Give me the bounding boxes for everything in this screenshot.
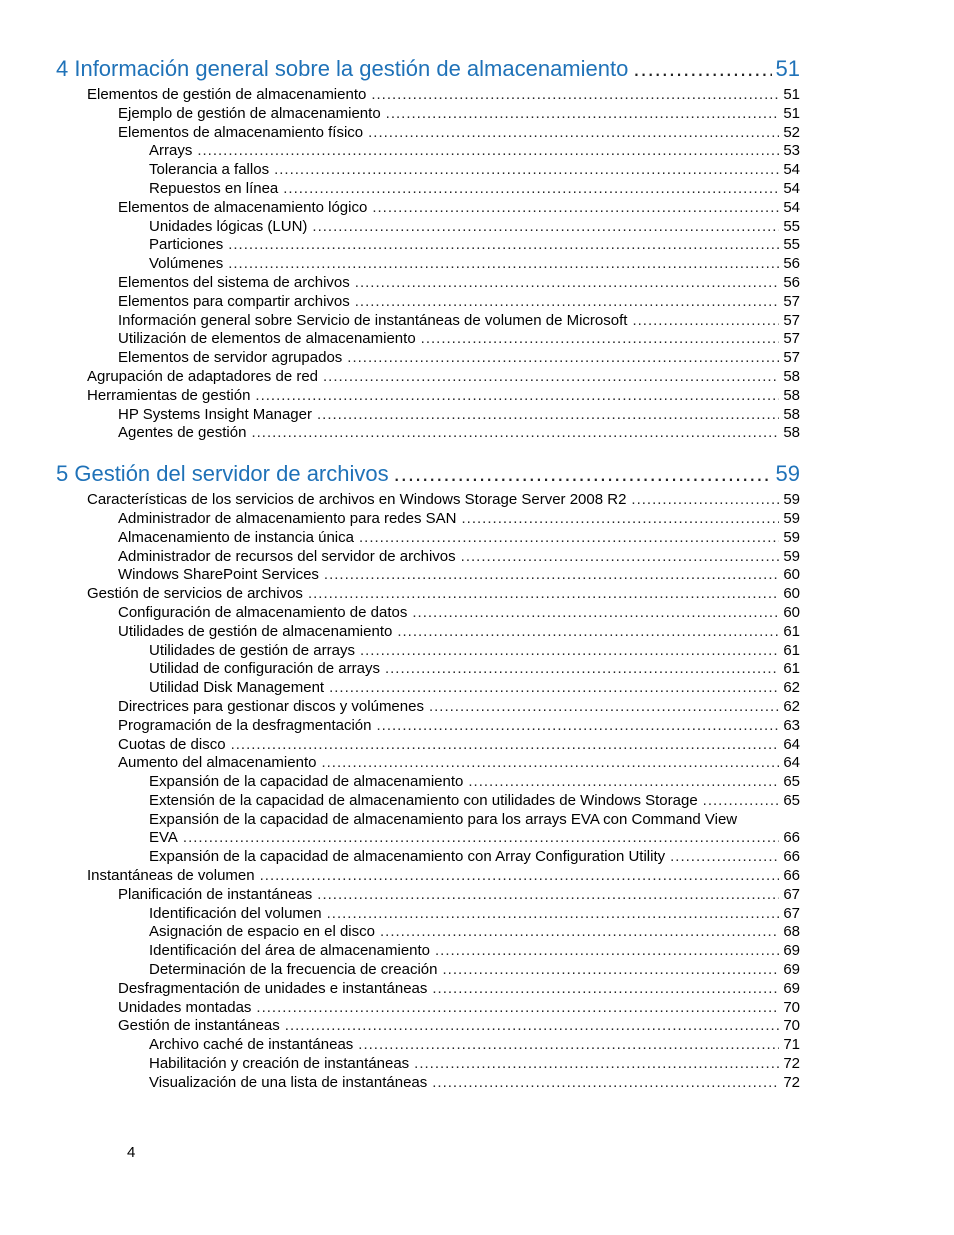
toc-entry[interactable] bbox=[149, 142, 800, 161]
chapter-title: 4 Información general sobre la gestión de almacenamiento bbox=[56, 52, 633, 86]
toc-entry-page: 64 bbox=[783, 735, 800, 753]
leader-dots bbox=[670, 848, 779, 867]
toc-entry[interactable] bbox=[87, 867, 800, 886]
toc-entry-page: 71 bbox=[783, 1036, 800, 1054]
toc-entry[interactable] bbox=[118, 980, 800, 999]
leader-dots bbox=[228, 236, 779, 255]
leader-dots bbox=[376, 717, 779, 736]
toc-entry-text: Gestión de servicios de archivos bbox=[87, 585, 308, 604]
toc-entry-text: Herramientas de gestión bbox=[87, 387, 255, 406]
leader-dots bbox=[312, 218, 779, 237]
toc-entry-page: 72 bbox=[783, 1055, 800, 1073]
toc-entry-text: Características de los servicios de archivos en Windows Storage Server 2008 R2 bbox=[87, 491, 631, 510]
leader-dots bbox=[394, 457, 772, 491]
leader-dots bbox=[321, 754, 779, 773]
toc-entry-page: 66 bbox=[783, 829, 800, 847]
toc-entry[interactable] bbox=[118, 406, 800, 425]
toc-entry-page: 57 bbox=[783, 330, 800, 348]
leader-dots bbox=[372, 199, 779, 218]
toc-entry-text: Utilidad de configuración de arrays bbox=[149, 660, 385, 679]
leader-dots bbox=[461, 548, 780, 567]
page-number: 4 bbox=[127, 1144, 136, 1161]
toc-entry-text: Asignación de espacio en el disco bbox=[149, 923, 380, 942]
toc-entry-text: Elementos de almacenamiento lógico bbox=[118, 199, 372, 218]
leader-dots bbox=[703, 792, 780, 811]
toc-entry-page: 59 bbox=[783, 547, 800, 565]
toc-entry-text: Almacenamiento de instancia única bbox=[118, 529, 359, 548]
toc-entry[interactable] bbox=[118, 293, 800, 312]
toc-entry-page: 62 bbox=[783, 679, 800, 697]
toc-entry-text: Tolerancia a fallos bbox=[149, 161, 274, 180]
leader-dots bbox=[432, 980, 779, 999]
toc-entry-text: Elementos de almacenamiento físico bbox=[118, 124, 368, 143]
leader-dots bbox=[355, 274, 780, 293]
leader-dots bbox=[256, 999, 779, 1018]
toc-entry[interactable] bbox=[149, 218, 800, 237]
toc-entry[interactable] bbox=[118, 717, 800, 736]
toc-entry-text: Planificación de instantáneas bbox=[118, 886, 317, 905]
toc-entry-page: 57 bbox=[783, 292, 800, 310]
toc-entry-page: 69 bbox=[783, 979, 800, 997]
chapter-5-heading[interactable] bbox=[56, 457, 800, 491]
toc-entry-page: 58 bbox=[783, 424, 800, 442]
toc-entry-page: 52 bbox=[783, 123, 800, 141]
toc-entry[interactable] bbox=[118, 999, 800, 1018]
leader-dots bbox=[435, 942, 779, 961]
leader-dots bbox=[228, 255, 779, 274]
chapter-page: 59 bbox=[775, 461, 800, 487]
toc-entry-page: 68 bbox=[783, 923, 800, 941]
toc-entry-page: 67 bbox=[783, 904, 800, 922]
toc-entry-text: Elementos para compartir archivos bbox=[118, 293, 355, 312]
leader-dots bbox=[347, 349, 779, 368]
toc-entry-page: 66 bbox=[783, 867, 800, 885]
toc-entry-text: Windows SharePoint Services bbox=[118, 566, 324, 585]
toc-entry[interactable] bbox=[118, 510, 800, 529]
toc-entry-page: 69 bbox=[783, 961, 800, 979]
chapter-4-heading[interactable] bbox=[56, 52, 800, 86]
toc-entry-page: 55 bbox=[783, 236, 800, 254]
toc-entry-text: Visualización de una lista de instantáneas bbox=[149, 1074, 432, 1093]
toc-entry-page: 58 bbox=[783, 367, 800, 385]
toc-entry-page: 61 bbox=[783, 622, 800, 640]
toc-entry-text: Utilización de elementos de almacenamiento bbox=[118, 330, 421, 349]
leader-dots bbox=[429, 698, 779, 717]
toc-entry-text: Elementos de servidor agrupados bbox=[118, 349, 347, 368]
leader-dots bbox=[317, 406, 779, 425]
toc-entry-text: Agentes de gestión bbox=[118, 424, 251, 443]
leader-dots bbox=[308, 585, 779, 604]
toc-entry-page: 54 bbox=[783, 179, 800, 197]
toc-entry-text: Ejemplo de gestión de almacenamiento bbox=[118, 105, 386, 124]
toc-entry-page: 54 bbox=[783, 161, 800, 179]
toc-entry[interactable] bbox=[118, 754, 800, 773]
toc-entry-text: Identificación del volumen bbox=[149, 905, 327, 924]
toc-entry[interactable] bbox=[87, 86, 800, 105]
toc-entry[interactable] bbox=[118, 886, 800, 905]
leader-dots bbox=[324, 566, 779, 585]
toc-entry[interactable] bbox=[149, 161, 800, 180]
toc-entry-text: Utilidades de gestión de almacenamiento bbox=[118, 623, 397, 642]
leader-dots bbox=[231, 736, 780, 755]
toc-entry-page: 66 bbox=[783, 848, 800, 866]
toc-entry-page: 55 bbox=[783, 217, 800, 235]
leader-dots bbox=[631, 491, 779, 510]
toc-entry-page: 65 bbox=[783, 791, 800, 809]
leader-dots bbox=[255, 387, 779, 406]
toc-entry[interactable] bbox=[118, 349, 800, 368]
toc-entry[interactable] bbox=[149, 642, 800, 661]
toc-entry-text: Expansión de la capacidad de almacenamiento con Array Configuration Utility bbox=[149, 848, 670, 867]
toc-entry-text: Repuestos en línea bbox=[149, 180, 283, 199]
toc-entry-text: Unidades lógicas (LUN) bbox=[149, 218, 312, 237]
toc-entry-text: Unidades montadas bbox=[118, 999, 256, 1018]
toc-entry-text: Identificación del área de almacenamiento bbox=[149, 942, 435, 961]
toc-entry[interactable] bbox=[149, 255, 800, 274]
leader-dots bbox=[260, 867, 780, 886]
leader-dots bbox=[197, 142, 779, 161]
toc-entry-text-line2: EVA bbox=[149, 829, 183, 848]
leader-dots bbox=[355, 293, 780, 312]
toc-entry-page: 54 bbox=[783, 198, 800, 216]
leader-dots bbox=[385, 660, 779, 679]
toc-entry[interactable] bbox=[149, 848, 800, 867]
toc-entry-text: Gestión de instantáneas bbox=[118, 1017, 285, 1036]
leader-dots bbox=[251, 424, 779, 443]
toc-entry-text: Agrupación de adaptadores de red bbox=[87, 368, 323, 387]
toc-entry-text: Elementos de gestión de almacenamiento bbox=[87, 86, 371, 105]
leader-dots bbox=[414, 1055, 779, 1074]
toc-entry-text: Cuotas de disco bbox=[118, 736, 231, 755]
toc-entry-text: Expansión de la capacidad de almacenamiento bbox=[149, 773, 468, 792]
toc-entry[interactable] bbox=[87, 491, 800, 510]
toc-entry-page: 57 bbox=[783, 311, 800, 329]
toc-entry[interactable] bbox=[118, 105, 800, 124]
leader-dots bbox=[360, 642, 779, 661]
toc-entry[interactable] bbox=[118, 312, 800, 331]
toc-entry[interactable] bbox=[118, 274, 800, 293]
toc-entry-page: 56 bbox=[783, 273, 800, 291]
leader-dots bbox=[329, 679, 779, 698]
toc-entry-line2 bbox=[149, 829, 800, 848]
toc-entry[interactable] bbox=[87, 585, 800, 604]
leader-dots bbox=[632, 312, 779, 331]
toc-entry[interactable] bbox=[118, 623, 800, 642]
toc-entry-page: 67 bbox=[783, 885, 800, 903]
toc-entry-text-line1: Expansión de la capacidad de almacenamiento para los arrays EVA con Command View bbox=[149, 810, 738, 828]
toc-entry-page: 65 bbox=[783, 773, 800, 791]
toc-entry-page: 58 bbox=[783, 386, 800, 404]
toc-entry[interactable] bbox=[149, 905, 800, 924]
toc-entry[interactable] bbox=[149, 1074, 800, 1093]
toc-entry-page: 70 bbox=[783, 1017, 800, 1035]
toc-entry-text: HP Systems Insight Manager bbox=[118, 406, 317, 425]
toc-entry-page: 70 bbox=[783, 998, 800, 1016]
leader-dots bbox=[412, 604, 779, 623]
toc-entry-text: Aumento del almacenamiento bbox=[118, 754, 321, 773]
chapter-5-entries-continued bbox=[0, 848, 954, 1092]
toc-entry[interactable] bbox=[118, 424, 800, 443]
toc-entry-page: 63 bbox=[783, 716, 800, 734]
leader-dots bbox=[359, 529, 779, 548]
toc-entry-page: 57 bbox=[783, 349, 800, 367]
toc-entry[interactable] bbox=[149, 1036, 800, 1055]
toc-entry[interactable] bbox=[118, 566, 800, 585]
toc-entry[interactable] bbox=[87, 387, 800, 406]
toc-entry-text: Habilitación y creación de instantáneas bbox=[149, 1055, 414, 1074]
toc-entry-text: Instantáneas de volumen bbox=[87, 867, 260, 886]
leader-dots bbox=[371, 86, 779, 105]
toc-entry-text: Administrador de almacenamiento para redes SAN bbox=[118, 510, 462, 529]
toc-entry-text: Extensión de la capacidad de almacenamiento con utilidades de Windows Storage bbox=[149, 792, 703, 811]
toc-entry-page: 51 bbox=[783, 104, 800, 122]
leader-dots bbox=[397, 623, 779, 642]
leader-dots bbox=[285, 1017, 780, 1036]
leader-dots bbox=[327, 905, 780, 924]
toc-entry[interactable] bbox=[149, 180, 800, 199]
toc-entry-page: 69 bbox=[783, 942, 800, 960]
chapter-5-entries bbox=[0, 491, 954, 811]
toc-entry[interactable] bbox=[118, 698, 800, 717]
toc-entry-text: Volúmenes bbox=[149, 255, 228, 274]
toc-entry[interactable] bbox=[118, 330, 800, 349]
leader-dots bbox=[421, 330, 780, 349]
toc-entry[interactable] bbox=[149, 961, 800, 980]
leader-dots bbox=[274, 161, 779, 180]
toc-entry-page: 62 bbox=[783, 697, 800, 715]
toc-entry-text: Directrices para gestionar discos y volúmenes bbox=[118, 698, 429, 717]
toc-entry-page: 60 bbox=[783, 603, 800, 621]
leader-dots bbox=[317, 886, 779, 905]
toc-entry[interactable] bbox=[118, 736, 800, 755]
toc-entry[interactable] bbox=[118, 548, 800, 567]
toc-entry[interactable] bbox=[149, 923, 800, 942]
toc-entry-text: Determinación de la frecuencia de creación bbox=[149, 961, 443, 980]
toc-entry[interactable] bbox=[149, 792, 800, 811]
toc-entry-text: Configuración de almacenamiento de datos bbox=[118, 604, 412, 623]
toc-entry-text: Arrays bbox=[149, 142, 197, 161]
toc-entry-page: 64 bbox=[783, 754, 800, 772]
chapter-4-entries bbox=[0, 86, 954, 443]
toc-entry-wrapped[interactable] bbox=[0, 811, 954, 849]
toc-entry[interactable] bbox=[149, 660, 800, 679]
toc-entry[interactable] bbox=[149, 236, 800, 255]
toc-entry[interactable] bbox=[149, 942, 800, 961]
toc-entry-text: Particiones bbox=[149, 236, 228, 255]
toc-entry-page: 53 bbox=[783, 142, 800, 160]
toc-entry-text: Administrador de recursos del servidor de archivos bbox=[118, 548, 461, 567]
toc-entry[interactable] bbox=[149, 679, 800, 698]
leader-dots bbox=[380, 923, 779, 942]
toc-entry-page: 60 bbox=[783, 585, 800, 603]
toc-entry[interactable] bbox=[87, 368, 800, 387]
toc-entry-page: 61 bbox=[783, 660, 800, 678]
leader-dots bbox=[368, 124, 779, 143]
leader-dots bbox=[432, 1074, 779, 1093]
toc-entry-page: 56 bbox=[783, 255, 800, 273]
toc-entry-page: 59 bbox=[783, 509, 800, 527]
toc-entry-page: 59 bbox=[783, 491, 800, 509]
toc-entry-text: Programación de la desfragmentación bbox=[118, 717, 376, 736]
toc-entry-text: Archivo caché de instantáneas bbox=[149, 1036, 358, 1055]
toc-entry[interactable] bbox=[118, 604, 800, 623]
toc-entry[interactable] bbox=[149, 773, 800, 792]
toc-entry-text: Desfragmentación de unidades e instantáneas bbox=[118, 980, 432, 999]
toc-entry-page: 61 bbox=[783, 641, 800, 659]
leader-dots bbox=[468, 773, 779, 792]
leader-dots bbox=[462, 510, 780, 529]
toc-entry-page: 58 bbox=[783, 405, 800, 423]
toc-entry[interactable] bbox=[118, 199, 800, 218]
leader-dots bbox=[183, 829, 779, 848]
toc-entry[interactable] bbox=[118, 1017, 800, 1036]
toc-entry-text: Utilidades de gestión de arrays bbox=[149, 642, 360, 661]
toc-entry-page: 59 bbox=[783, 528, 800, 546]
leader-dots bbox=[386, 105, 780, 124]
toc-entry-text: Información general sobre Servicio de instantáneas de volumen de Microsoft bbox=[118, 312, 632, 331]
toc-entry-text: Utilidad Disk Management bbox=[149, 679, 329, 698]
leader-dots bbox=[358, 1036, 779, 1055]
toc-entry-page: 60 bbox=[783, 566, 800, 584]
toc-entry-page: 51 bbox=[783, 86, 800, 103]
chapter-page: 51 bbox=[775, 56, 800, 81]
toc-entry[interactable] bbox=[149, 1055, 800, 1074]
leader-dots bbox=[443, 961, 780, 980]
leader-dots bbox=[633, 52, 771, 86]
leader-dots bbox=[323, 368, 779, 387]
toc-entry-page: 72 bbox=[783, 1073, 800, 1091]
leader-dots bbox=[283, 180, 779, 199]
chapter-title: 5 Gestión del servidor de archivos bbox=[56, 457, 394, 491]
toc-entry[interactable] bbox=[118, 124, 800, 143]
toc-entry-text: Elementos del sistema de archivos bbox=[118, 274, 355, 293]
toc-entry[interactable] bbox=[118, 529, 800, 548]
